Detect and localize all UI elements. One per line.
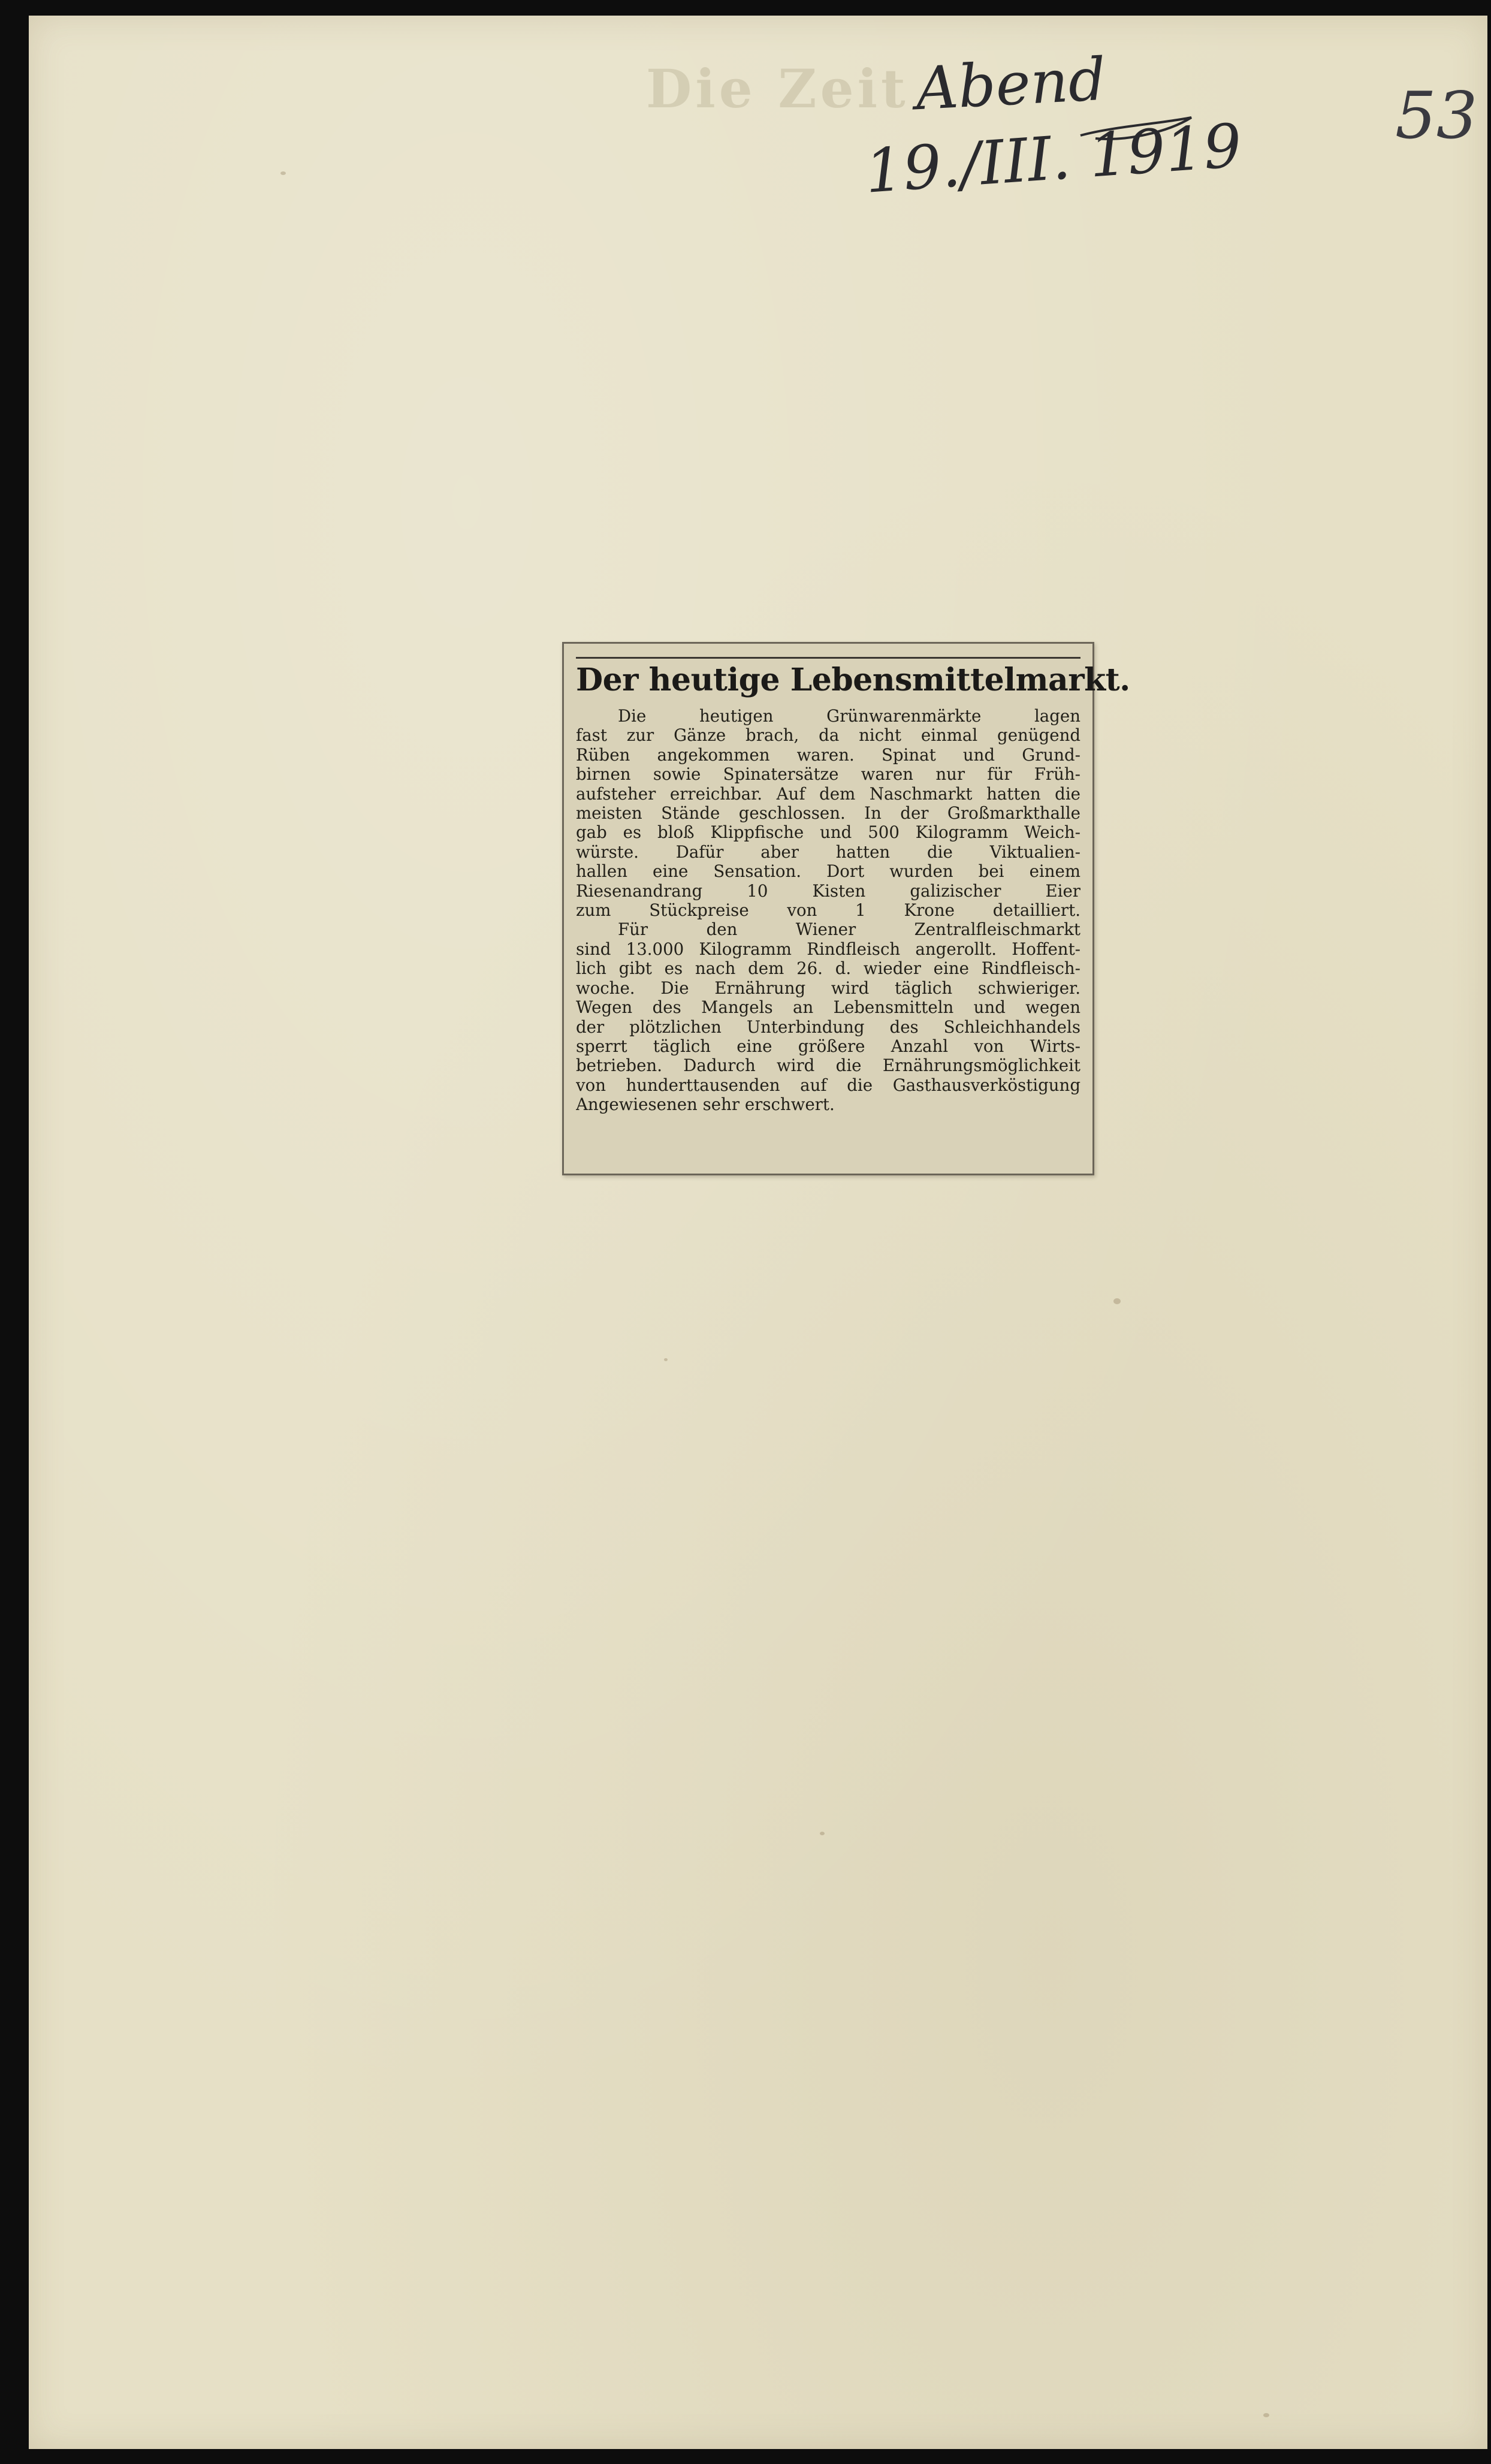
clipping-top-rule: [576, 657, 1080, 659]
clipping-line: fast zur Gänze brach, da nicht einmal genügend: [576, 726, 1080, 746]
clipping-line: der plötzlichen Unterbindung des Schleichhandels: [576, 1017, 1080, 1037]
clipping-line: Angewiesenen sehr erschwert.: [576, 1095, 835, 1115]
clipping-headline: Der heutige Lebensmittelmarkt.: [576, 662, 1130, 698]
handwritten-page-number: 53: [1395, 79, 1478, 153]
clipping-line: sperrt täglich eine größere Anzahl von Wirts-: [576, 1036, 1080, 1056]
clipping-line: betrieben. Dadurch wird die Ernährungsmöglichkeit: [576, 1056, 1080, 1076]
faint-masthead: Die Zeit: [646, 58, 909, 120]
clipping-line: Rüben angekommen waren. Spinat und Grund-: [576, 745, 1080, 765]
clipping-line: Riesenandrang 10 Kisten galizischer Eier: [576, 881, 1080, 901]
paper-speck: [664, 1358, 668, 1361]
clipping-line: gab es bloß Klippfische und 500 Kilogramm Weich-: [576, 823, 1080, 843]
clipping-line: Für den Wiener Zentralfleischmarkt: [618, 920, 1080, 940]
paper-speck: [1113, 1298, 1121, 1304]
clipping-line: Wegen des Mangels an Lebensmitteln und wegen: [576, 998, 1080, 1018]
paper-sheet: [29, 16, 1487, 2449]
paper-speck: [1263, 2413, 1269, 2417]
clipping-line: aufsteher erreichbar. Auf dem Naschmarkt hatten die: [576, 784, 1080, 804]
paper-speck: [820, 1832, 825, 1835]
clipping-line: meisten Stände geschlossen. In der Großmarkthalle: [576, 804, 1080, 824]
clipping-line: würste. Dafür aber hatten die Viktualien-: [576, 842, 1080, 862]
clipping-line: von hunderttausenden auf die Gasthausverköstigung: [576, 1075, 1080, 1095]
clipping-line: woche. Die Ernährung wird täglich schwieriger.: [576, 978, 1080, 998]
clipping-line: sind 13.000 Kilogramm Rindfleisch angerollt. Hoffent-: [576, 939, 1080, 959]
clipping-line: hallen eine Sensation. Dort wurden bei einem: [576, 862, 1080, 882]
clipping-line: birnen sowie Spinatersätze waren nur für Früh-: [576, 765, 1080, 785]
clipping-line: lich gibt es nach dem 26. d. wieder eine Rindfleisch-: [576, 959, 1080, 979]
handwritten-date: 19./III. 1919: [862, 110, 1244, 207]
newspaper-clipping: [562, 642, 1130, 1175]
handwritten-edition: Abend: [914, 45, 1108, 124]
paper-speck: [280, 171, 286, 175]
clipping-body: [576, 707, 1080, 1115]
clipping-line: Die heutigen Grünwarenmärkte lagen: [618, 707, 1080, 726]
clipping-line: zum Stückpreise von 1 Krone detailliert.: [576, 901, 1080, 921]
